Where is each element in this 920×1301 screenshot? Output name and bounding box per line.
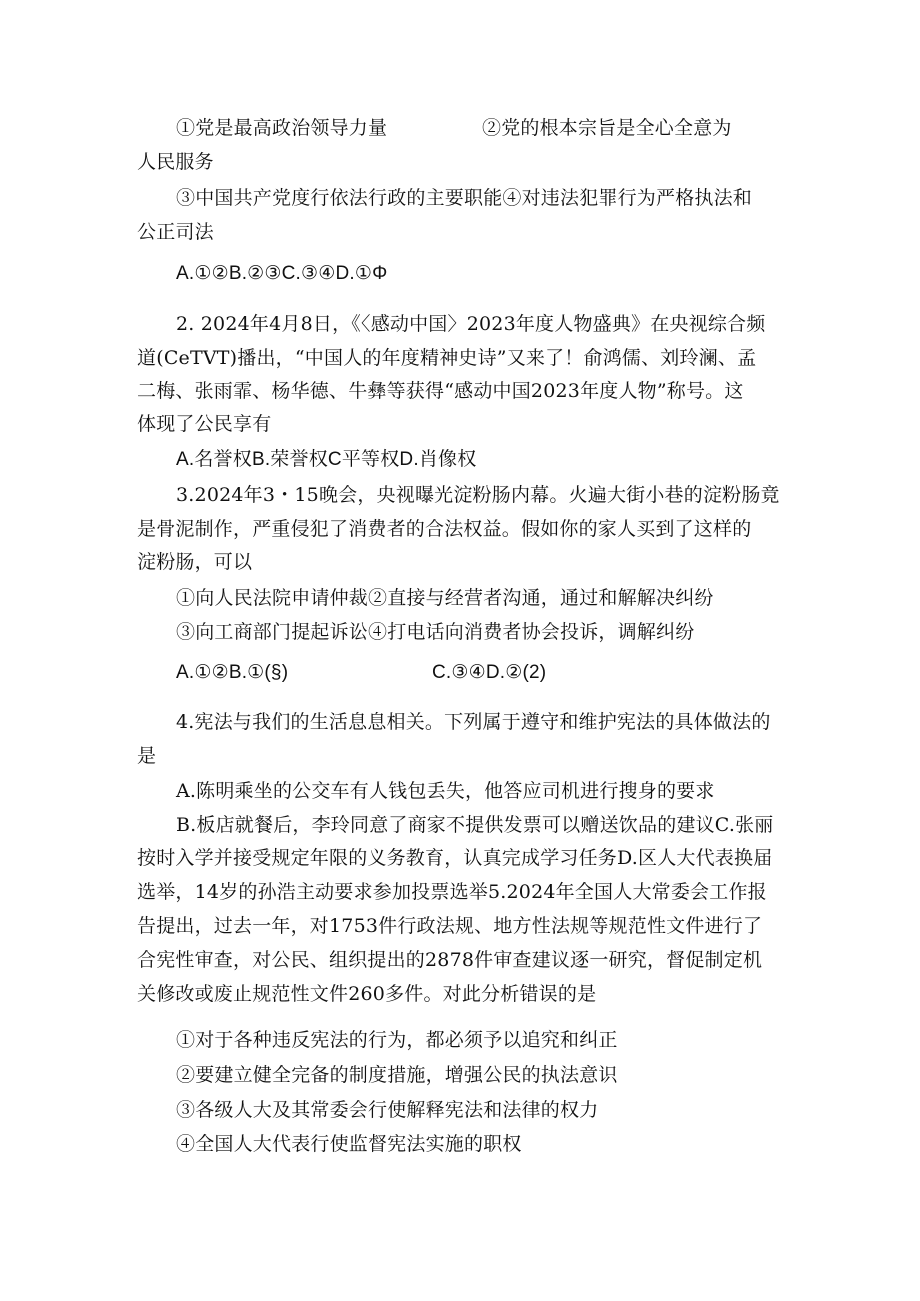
q4-stem-line-2: 是: [137, 745, 157, 767]
q2-stem-line-1: 2. 2024年4月8日，《〈感动中国〉2023年度人物盛典》在央视综合频: [176, 313, 766, 335]
q5-stem-line-3: 合宪性审查，对公民、组织提出的2878件审查建议逐一研究，督促制定机: [137, 949, 763, 971]
q1-statement-1: ①党是最高政治领导力量: [176, 117, 388, 139]
q2-options: A.名誉权B.荣誉权C平等权D.肖像权: [176, 449, 477, 470]
q2-stem-line-2: 道(CeTVT)播出，“中国人的年度精神史诗”又来了！俞鸿儒、刘玲澜、孟: [137, 347, 757, 369]
q4-option-d-q5-start: 选举，14岁的孙浩主动要求参加投票选举5.2024年全国人大常委会工作报: [137, 881, 767, 903]
q5-statement-4: ④全国人大代表行使监督宪法实施的职权: [176, 1133, 522, 1155]
q3-stem-line-2: 是骨泥制作，严重侵犯了消费者的合法权益。假如你的家人买到了这样的: [137, 518, 752, 540]
q4-option-b-c: B.板店就餐后，李玲同意了商家不提供发票可以赠送饮品的建议C.张丽: [176, 814, 774, 836]
q4-option-c-d: 按时入学并接受规定年限的义务教育，认真完成学习任务D.区人大代表换届: [137, 847, 773, 869]
q4-option-a: A.陈明乘坐的公交车有人钱包丢失，他答应司机进行搜身的要求: [176, 780, 715, 802]
q1-options: A.①②B.②③C.③④D.①Φ: [176, 263, 388, 284]
q1-statement-2-cont: 人民服务: [137, 151, 214, 173]
q3-options-right: C.③④D.②(2): [432, 662, 547, 683]
q3-options-left: A.①②B.①(§): [176, 662, 289, 683]
q3-statements-3-4: ③向工商部门提起诉讼④打电话向消费者协会投诉，调解纠纷: [176, 621, 695, 643]
q5-statement-2: ②要建立健全完备的制度措施，增强公民的执法意识: [176, 1064, 618, 1086]
q5-stem-line-2: 告提出，过去一年，对1753件行政法规、地方性法规等规范性文件进行了: [137, 915, 763, 937]
q5-statement-3: ③各级人大及其常委会行使解释宪法和法律的权力: [176, 1099, 599, 1121]
q4-stem-line-1: 4.宪法与我们的生活息息相关。下列属于遵守和维护宪法的具体做法的: [176, 711, 771, 733]
q2-stem-line-3: 二梅、张雨霏、杨华德、牛彝等获得“感动中国2023年度人物”称号。这: [137, 380, 744, 402]
q1-statement-4-cont: 公正司法: [137, 221, 214, 243]
q2-stem-line-4: 体现了公民享有: [137, 413, 272, 435]
q1-statement-2: ②党的根本宗旨是全心全意为: [482, 117, 732, 139]
q5-stem-line-4: 关修改或废止规范性文件260多件。对此分析错误的是: [137, 983, 597, 1005]
q1-statement-3-4: ③中国共产党度行依法行政的主要职能④对违法犯罪行为严格执法和: [176, 187, 753, 209]
q3-stem-line-1: 3.2024年3・15晚会，央视曝光淀粉肠内幕。火遍大街小巷的淀粉肠竟: [176, 484, 780, 506]
q5-statement-1: ①对于各种违反宪法的行为，都必须予以追究和纠正: [176, 1029, 618, 1051]
q3-stem-line-3: 淀粉肠，可以: [137, 551, 253, 573]
q3-statements-1-2: ①向人民法院申请仲裁②直接与经营者沟通，通过和解解决纠纷: [176, 587, 714, 609]
